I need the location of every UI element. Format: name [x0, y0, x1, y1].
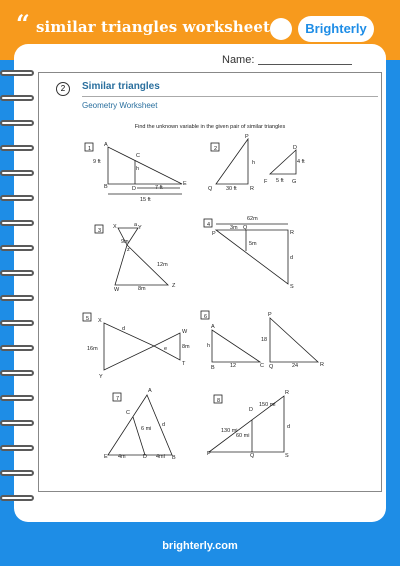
- problem-3-label: 9m: [121, 239, 129, 245]
- problem-6-label: 18: [261, 337, 268, 343]
- name-label: Name:: [222, 54, 255, 66]
- problem-5-label: W: [182, 329, 188, 335]
- problem-3-label: a: [134, 222, 138, 228]
- problem-2-label: F: [264, 179, 268, 185]
- problem-6-label: R: [320, 362, 324, 368]
- problem-6-label: 24: [292, 363, 299, 369]
- problem-6-triangle-large: [270, 318, 318, 362]
- problem-7-label: D: [143, 454, 147, 460]
- problem-5-number: 5: [86, 316, 90, 322]
- problem-3-label: 8m: [138, 286, 146, 292]
- problem-6-label: h: [207, 343, 211, 349]
- problem-2-label: 4 ft: [297, 159, 305, 165]
- problem-1-label: 9 ft: [93, 159, 101, 165]
- problem-8-label: R: [285, 390, 289, 396]
- problem-1-number: 1: [88, 146, 92, 152]
- problem-2-label: D: [293, 145, 297, 151]
- problem-5-label: X: [98, 318, 102, 324]
- problem-8-label: 60 mi: [236, 433, 250, 439]
- problem-2-triangle-large: [216, 139, 248, 184]
- problem-7-label: 6 mi: [141, 426, 152, 432]
- instructions: Find the unknown variable in the given pair of similar triangles: [134, 124, 286, 130]
- problem-4-label: 62m: [247, 216, 258, 222]
- problem-3-label: X: [113, 224, 117, 230]
- problem-3-label: 12m: [157, 262, 168, 268]
- problem-8-label: d: [287, 424, 291, 430]
- section-title: Similar triangles: [82, 81, 160, 92]
- problem-3-label: Y: [138, 225, 142, 231]
- quote-icon: “: [16, 9, 30, 38]
- worksheet-subtitle: Geometry Worksheet: [82, 101, 158, 110]
- problem-4-label: d: [290, 255, 294, 261]
- footer-site[interactable]: brighterly.com: [162, 540, 238, 552]
- problem-5-triangle-left: [104, 323, 154, 370]
- problem-7-label: A: [148, 388, 152, 394]
- problem-6-label: B: [211, 365, 215, 371]
- problem-6-label: P: [268, 312, 272, 318]
- problem-3-label: z: [127, 247, 130, 253]
- problem-6-label: A: [211, 324, 215, 330]
- brighterly-logo[interactable]: Brighterly: [298, 16, 374, 42]
- problem-6-label: 12: [230, 363, 237, 369]
- problem-7-label: B: [172, 455, 176, 461]
- problem-2-label: h: [252, 160, 256, 166]
- problem-8-number: 8: [217, 398, 221, 404]
- problem-7-label: C: [126, 410, 130, 416]
- problem-1-triangle: [108, 147, 182, 184]
- problem-5-label: T: [182, 361, 186, 367]
- problem-7-label: E: [104, 454, 108, 460]
- problem-5-label: e: [164, 346, 168, 352]
- worksheet-number: 2: [56, 82, 70, 96]
- problem-7-label: d: [162, 422, 166, 428]
- problem-1-label: A: [104, 142, 108, 148]
- problem-4-label: 5m: [249, 241, 257, 247]
- problem-8-label: D: [249, 407, 253, 413]
- problem-8-label: 130 mi: [221, 428, 238, 434]
- problem-5-label: 8m: [182, 344, 190, 350]
- problem-7-number: 7: [116, 396, 120, 402]
- problem-4-label: R: [290, 230, 294, 236]
- problem-8-label: 150 mi: [259, 402, 276, 408]
- problem-2-label: P: [245, 134, 249, 140]
- problem-2-label: Q: [208, 186, 213, 192]
- problem-5-label: Y: [99, 374, 103, 380]
- problem-5-label: 16m: [87, 346, 98, 352]
- problem-8-label: P: [207, 451, 211, 457]
- problem-6-label: C: [260, 363, 264, 369]
- problem-6-triangle-small: [212, 330, 260, 362]
- problem-2-label: 30 ft: [226, 186, 237, 192]
- problem-1-label: 7 ft: [155, 185, 163, 191]
- problem-2-label: 5 ft: [276, 178, 284, 184]
- problem-6-number: 6: [204, 314, 208, 320]
- problem-6-label: Q: [269, 364, 274, 370]
- problem-2-label: G: [292, 179, 297, 185]
- problem-1-label: C: [136, 153, 140, 159]
- problem-3-label: Z: [172, 283, 176, 289]
- problem-2-label: R: [250, 186, 254, 192]
- problem-7-label: 4m: [118, 454, 126, 460]
- problem-8-label: S: [285, 453, 289, 459]
- problem-1-label: B: [104, 184, 108, 190]
- problem-1-label: E: [183, 181, 187, 187]
- problem-3-number: 3: [98, 228, 102, 234]
- problem-1-label: h: [136, 166, 140, 172]
- problem-4-label: P: [212, 231, 216, 237]
- problem-4-number: 4: [207, 222, 211, 228]
- problem-2-triangle-small: [270, 150, 296, 174]
- problem-8-label: Q: [250, 453, 255, 459]
- problem-4-label: S: [290, 284, 294, 290]
- problem-7-inner-line: [133, 417, 145, 455]
- problem-4-triangle: [216, 230, 288, 284]
- problem-2-number: 2: [214, 146, 218, 152]
- problem-7-label: 4mi: [156, 454, 165, 460]
- problem-5-label: d: [122, 326, 126, 332]
- problem-3-label: W: [114, 287, 120, 293]
- problem-4-label: 3m: [230, 225, 238, 231]
- problem-1-label: 15 ft: [140, 197, 151, 203]
- page-title: similar triangles worksheet: [36, 18, 271, 36]
- problem-4-label: Q: [243, 225, 248, 231]
- problem-1-label: D: [132, 186, 136, 192]
